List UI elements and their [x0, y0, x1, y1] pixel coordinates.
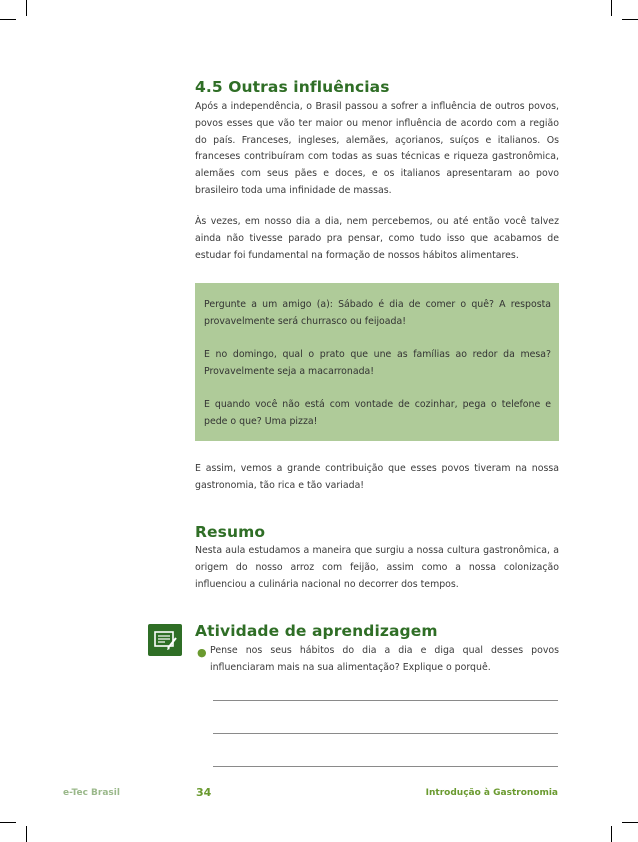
highlight-box: [195, 283, 559, 441]
crop-mark: [611, 0, 612, 16]
crop-mark: [26, 0, 27, 16]
answer-line[interactable]: [213, 766, 558, 767]
paragraph: Após a independência, o Brasil passou a sofrer a influência de outros povos, povos esses que vão ter maior ou menor influência de acordo com a região do país. Franceses, ingleses, alemães, açorianos, suíços e italianos. Os franceses contribuíram com todas as suas técnicas e riqueza gastronômica, alemães com seus pães e doces, e os italianos apresentaram ao povo brasileiro toda uma infinidade de massas.: [195, 101, 559, 196]
resumo-text: Nesta aula estudamos a maneira que surgiu a nossa cultura gastronômica, a origem do nosso arroz com feijão, assim como a nossa colonização influenciou a culinária nacional no decorrer dos tempos.: [195, 545, 559, 590]
answer-line[interactable]: [213, 733, 558, 734]
crop-mark: [0, 822, 16, 823]
atividade-title: Atividade de aprendizagem: [195, 622, 438, 640]
footer-brand: e-Tec Brasil: [63, 788, 120, 798]
answer-line[interactable]: [213, 700, 558, 701]
resumo-title: Resumo: [195, 523, 266, 541]
bullet-icon: ●: [197, 646, 207, 659]
paragraph: Às vezes, em nosso dia a dia, nem percebemos, ou até então você talvez ainda não tivesse parado pra pensar, como tudo isso que acabamos de estudar foi fundamental na formação de nossos hábitos alimentares.: [195, 216, 559, 261]
page-number: 34: [196, 786, 212, 799]
crop-mark: [26, 826, 27, 842]
atividade-bullet: Pense nos seus hábitos do dia a dia e diga qual desses povos influenciaram mais na sua alimentação? Explique o porquê.: [210, 645, 559, 673]
section-title: 4.5 Outras influências: [195, 78, 390, 96]
footer-course-title: Introdução à Gastronomia: [425, 788, 558, 798]
crop-mark: [611, 826, 612, 842]
activity-icon: [148, 624, 182, 656]
closing-paragraph: E assim, vemos a grande contribuição que esses povos tiveram na nossa gastronomia, tão rica e tão variada!: [195, 463, 559, 491]
crop-mark: [0, 19, 16, 20]
box-question-2: E no domingo, qual o prato que une as famílias ao redor da mesa? Provavelmente seja a macarronada!: [204, 349, 551, 377]
box-question-1: Pergunte a um amigo (a): Sábado é dia de comer o quê? A resposta provavelmente será churrasco ou feijoada!: [204, 299, 551, 327]
box-question-3: E quando você não está com vontade de cozinhar, pega o telefone e pede o que? Uma pizza!: [204, 399, 551, 427]
crop-mark: [622, 822, 638, 823]
crop-mark: [622, 19, 638, 20]
